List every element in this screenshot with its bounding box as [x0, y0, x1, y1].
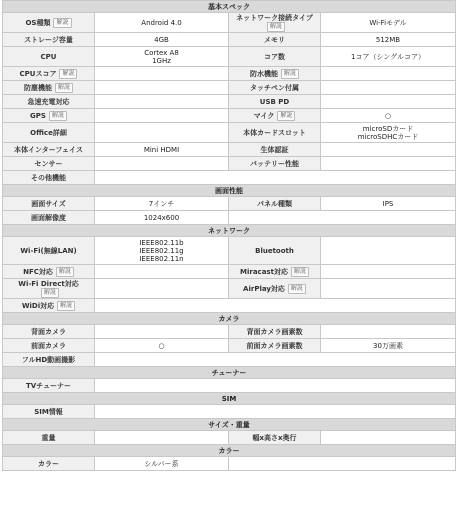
spec-value-waterproof — [321, 67, 456, 81]
spec-label-tv-tuner: TVチューナー — [3, 379, 95, 393]
spec-row — [3, 431, 456, 445]
spec-value-rear-pixels — [321, 325, 456, 339]
spec-label-front-camera: 前面カメラ — [3, 339, 95, 353]
spec-label-fast-charge: 急速充電対応 — [3, 95, 95, 109]
spec-value-wifi-direct — [95, 279, 229, 299]
spec-row — [3, 353, 456, 367]
spec-label-cores: コア数 — [229, 47, 321, 67]
spec-value-screen-size: 7インチ — [95, 197, 229, 211]
spec-label-dimensions: 幅x高さx奥行 — [229, 431, 321, 445]
spec-label-panel: パネル種類 — [229, 197, 321, 211]
spec-value-sensor — [95, 157, 229, 171]
spec-value-cpu: Cortex A8 1GHz — [95, 47, 229, 67]
spec-label-rear-camera: 背面カメラ — [3, 325, 95, 339]
spec-value-front-pixels: 30万画素 — [321, 339, 456, 353]
section-title: 基本スペック — [3, 1, 456, 13]
spec-label-wifi-direct: Wi-Fi Direct対応 解説 — [3, 279, 95, 299]
explain-button[interactable]: 解説 — [55, 83, 73, 93]
spec-row — [3, 237, 456, 265]
spec-value-airplay — [321, 279, 456, 299]
section-title: サイズ・重量 — [3, 419, 456, 431]
spec-label-gps: GPS 解説 — [3, 109, 95, 123]
spec-label-waterproof: 防水機能 解説 — [229, 67, 321, 81]
explain-button[interactable]: 解説 — [59, 69, 77, 79]
spec-label-battery: バッテリー性能 — [229, 157, 321, 171]
spec-label-bluetooth: Bluetooth — [229, 237, 321, 265]
spec-value-fast-charge — [95, 95, 229, 109]
spec-row — [3, 47, 456, 67]
section-header-network — [3, 225, 456, 237]
section-header-size — [3, 419, 456, 431]
spec-value-tv-tuner — [95, 379, 456, 393]
spec-value-dimensions — [321, 431, 456, 445]
section-header-color — [3, 445, 456, 457]
spec-label-color: カラー — [3, 457, 95, 471]
spec-value-sim-info — [95, 405, 456, 419]
spec-row — [3, 211, 456, 225]
section-title: ネットワーク — [3, 225, 456, 237]
spec-row — [3, 457, 456, 471]
spec-label-storage: ストレージ容量 — [3, 33, 95, 47]
spec-row — [3, 95, 456, 109]
section-header-screen — [3, 185, 456, 197]
spec-value-wifi: IEEE802.11b IEEE802.11g IEEE802.11n — [95, 237, 229, 265]
section-title: チューナー — [3, 367, 456, 379]
spec-value-rear-camera — [95, 325, 229, 339]
spec-value-mic: ○ — [321, 109, 456, 123]
spec-value-office — [95, 123, 229, 143]
spec-row — [3, 299, 456, 313]
spec-value-fullhd — [95, 353, 456, 367]
spec-row — [3, 325, 456, 339]
section-title: SIM — [3, 393, 456, 405]
spec-value-nfc — [95, 265, 229, 279]
spec-label-fullhd: フルHD動画撮影 — [3, 353, 95, 367]
spec-row — [3, 265, 456, 279]
spec-value-card-slot: microSDカード microSDHCカード — [321, 123, 456, 143]
spec-label-miracast: Miracast対応 解説 — [229, 265, 321, 279]
explain-button[interactable]: 解説 — [288, 284, 306, 294]
spec-value-resolution: 1024x600 — [95, 211, 229, 225]
spec-value-network-type: Wi-Fiモデル — [321, 13, 456, 33]
spec-value-os: Android 4.0 — [95, 13, 229, 33]
spec-row — [3, 143, 456, 157]
spec-row — [3, 157, 456, 171]
spec-value-storage: 4GB — [95, 33, 229, 47]
spec-row — [3, 67, 456, 81]
spec-value-widi — [95, 299, 456, 313]
explain-button[interactable]: 解説 — [57, 301, 75, 311]
section-header-sim — [3, 393, 456, 405]
spec-label-cpu: CPU — [3, 47, 95, 67]
spec-label-network-type: ネットワーク接続タイプ 解説 — [229, 13, 321, 33]
spec-label-widi: WiDi対応 解説 — [3, 299, 95, 313]
explain-button[interactable]: 解説 — [277, 111, 295, 121]
spec-row — [3, 279, 456, 299]
spec-label-biometric: 生体認証 — [229, 143, 321, 157]
spec-row — [3, 339, 456, 353]
explain-button[interactable]: 解説 — [281, 69, 299, 79]
spec-value-interface: Mini HDMI — [95, 143, 229, 157]
spec-value-panel: IPS — [321, 197, 456, 211]
spec-row — [3, 405, 456, 419]
spec-value-bluetooth — [321, 237, 456, 265]
explain-button[interactable]: 解説 — [53, 18, 71, 28]
spec-row — [3, 123, 456, 143]
spec-value-battery — [321, 157, 456, 171]
spec-label-dustproof: 防塵機能 解説 — [3, 81, 95, 95]
spec-label-rear-pixels: 背面カメラ画素数 — [229, 325, 321, 339]
spec-label-front-pixels: 前面カメラ画素数 — [229, 339, 321, 353]
spec-label-os: OS種類 解説 — [3, 13, 95, 33]
spec-row — [3, 13, 456, 33]
explain-button[interactable]: 解説 — [49, 111, 67, 121]
spec-value-touchpen — [321, 81, 456, 95]
spec-label-sensor: センサー — [3, 157, 95, 171]
spec-label-card-slot: 本体カードスロット — [229, 123, 321, 143]
spec-row — [3, 197, 456, 211]
spec-label-other: その他機能 — [3, 171, 95, 185]
spec-label-resolution: 画面解像度 — [3, 211, 95, 225]
spec-label-sim-info: SIM情報 — [3, 405, 95, 419]
spec-value-weight — [95, 431, 229, 445]
spec-value-cores: 1コア（シングルコア） — [321, 47, 456, 67]
spec-label-airplay: AirPlay対応 解説 — [229, 279, 321, 299]
explain-button[interactable]: 解説 — [291, 267, 309, 277]
spec-value-gps — [95, 109, 229, 123]
explain-button[interactable]: 解説 — [56, 267, 74, 277]
spec-label-weight: 重量 — [3, 431, 95, 445]
spec-row — [3, 171, 456, 185]
section-title: カラー — [3, 445, 456, 457]
section-title: カメラ — [3, 313, 456, 325]
spec-value-usb-pd — [321, 95, 456, 109]
section-header-basic — [3, 1, 456, 13]
spec-label-interface: 本体インターフェイス — [3, 143, 95, 157]
empty-cell — [229, 457, 456, 471]
spec-table — [2, 0, 456, 471]
spec-value-dustproof — [95, 81, 229, 95]
section-title: 画面性能 — [3, 185, 456, 197]
spec-label-mic: マイク 解説 — [229, 109, 321, 123]
empty-cell — [229, 211, 456, 225]
spec-label-screen-size: 画面サイズ — [3, 197, 95, 211]
spec-value-biometric — [321, 143, 456, 157]
spec-label-nfc: NFC対応 解説 — [3, 265, 95, 279]
spec-value-other — [95, 171, 456, 185]
spec-label-office: Office詳細 — [3, 123, 95, 143]
spec-value-front-camera: ○ — [95, 339, 229, 353]
explain-button[interactable]: 解説 — [267, 22, 285, 32]
section-header-tuner — [3, 367, 456, 379]
spec-value-color: シルバー系 — [95, 457, 229, 471]
spec-label-wifi: Wi-Fi(無線LAN) — [3, 237, 95, 265]
spec-label-memory: メモリ — [229, 33, 321, 47]
spec-row — [3, 81, 456, 95]
section-header-camera — [3, 313, 456, 325]
spec-row — [3, 379, 456, 393]
spec-label-cpu-score: CPUスコア 解説 — [3, 67, 95, 81]
spec-row — [3, 33, 456, 47]
spec-value-cpu-score — [95, 67, 229, 81]
spec-label-usb-pd: USB PD — [229, 95, 321, 109]
spec-value-miracast — [321, 265, 456, 279]
spec-row — [3, 109, 456, 123]
spec-value-memory: 512MB — [321, 33, 456, 47]
explain-button[interactable]: 解説 — [41, 288, 59, 298]
spec-label-touchpen: タッチペン付属 — [229, 81, 321, 95]
